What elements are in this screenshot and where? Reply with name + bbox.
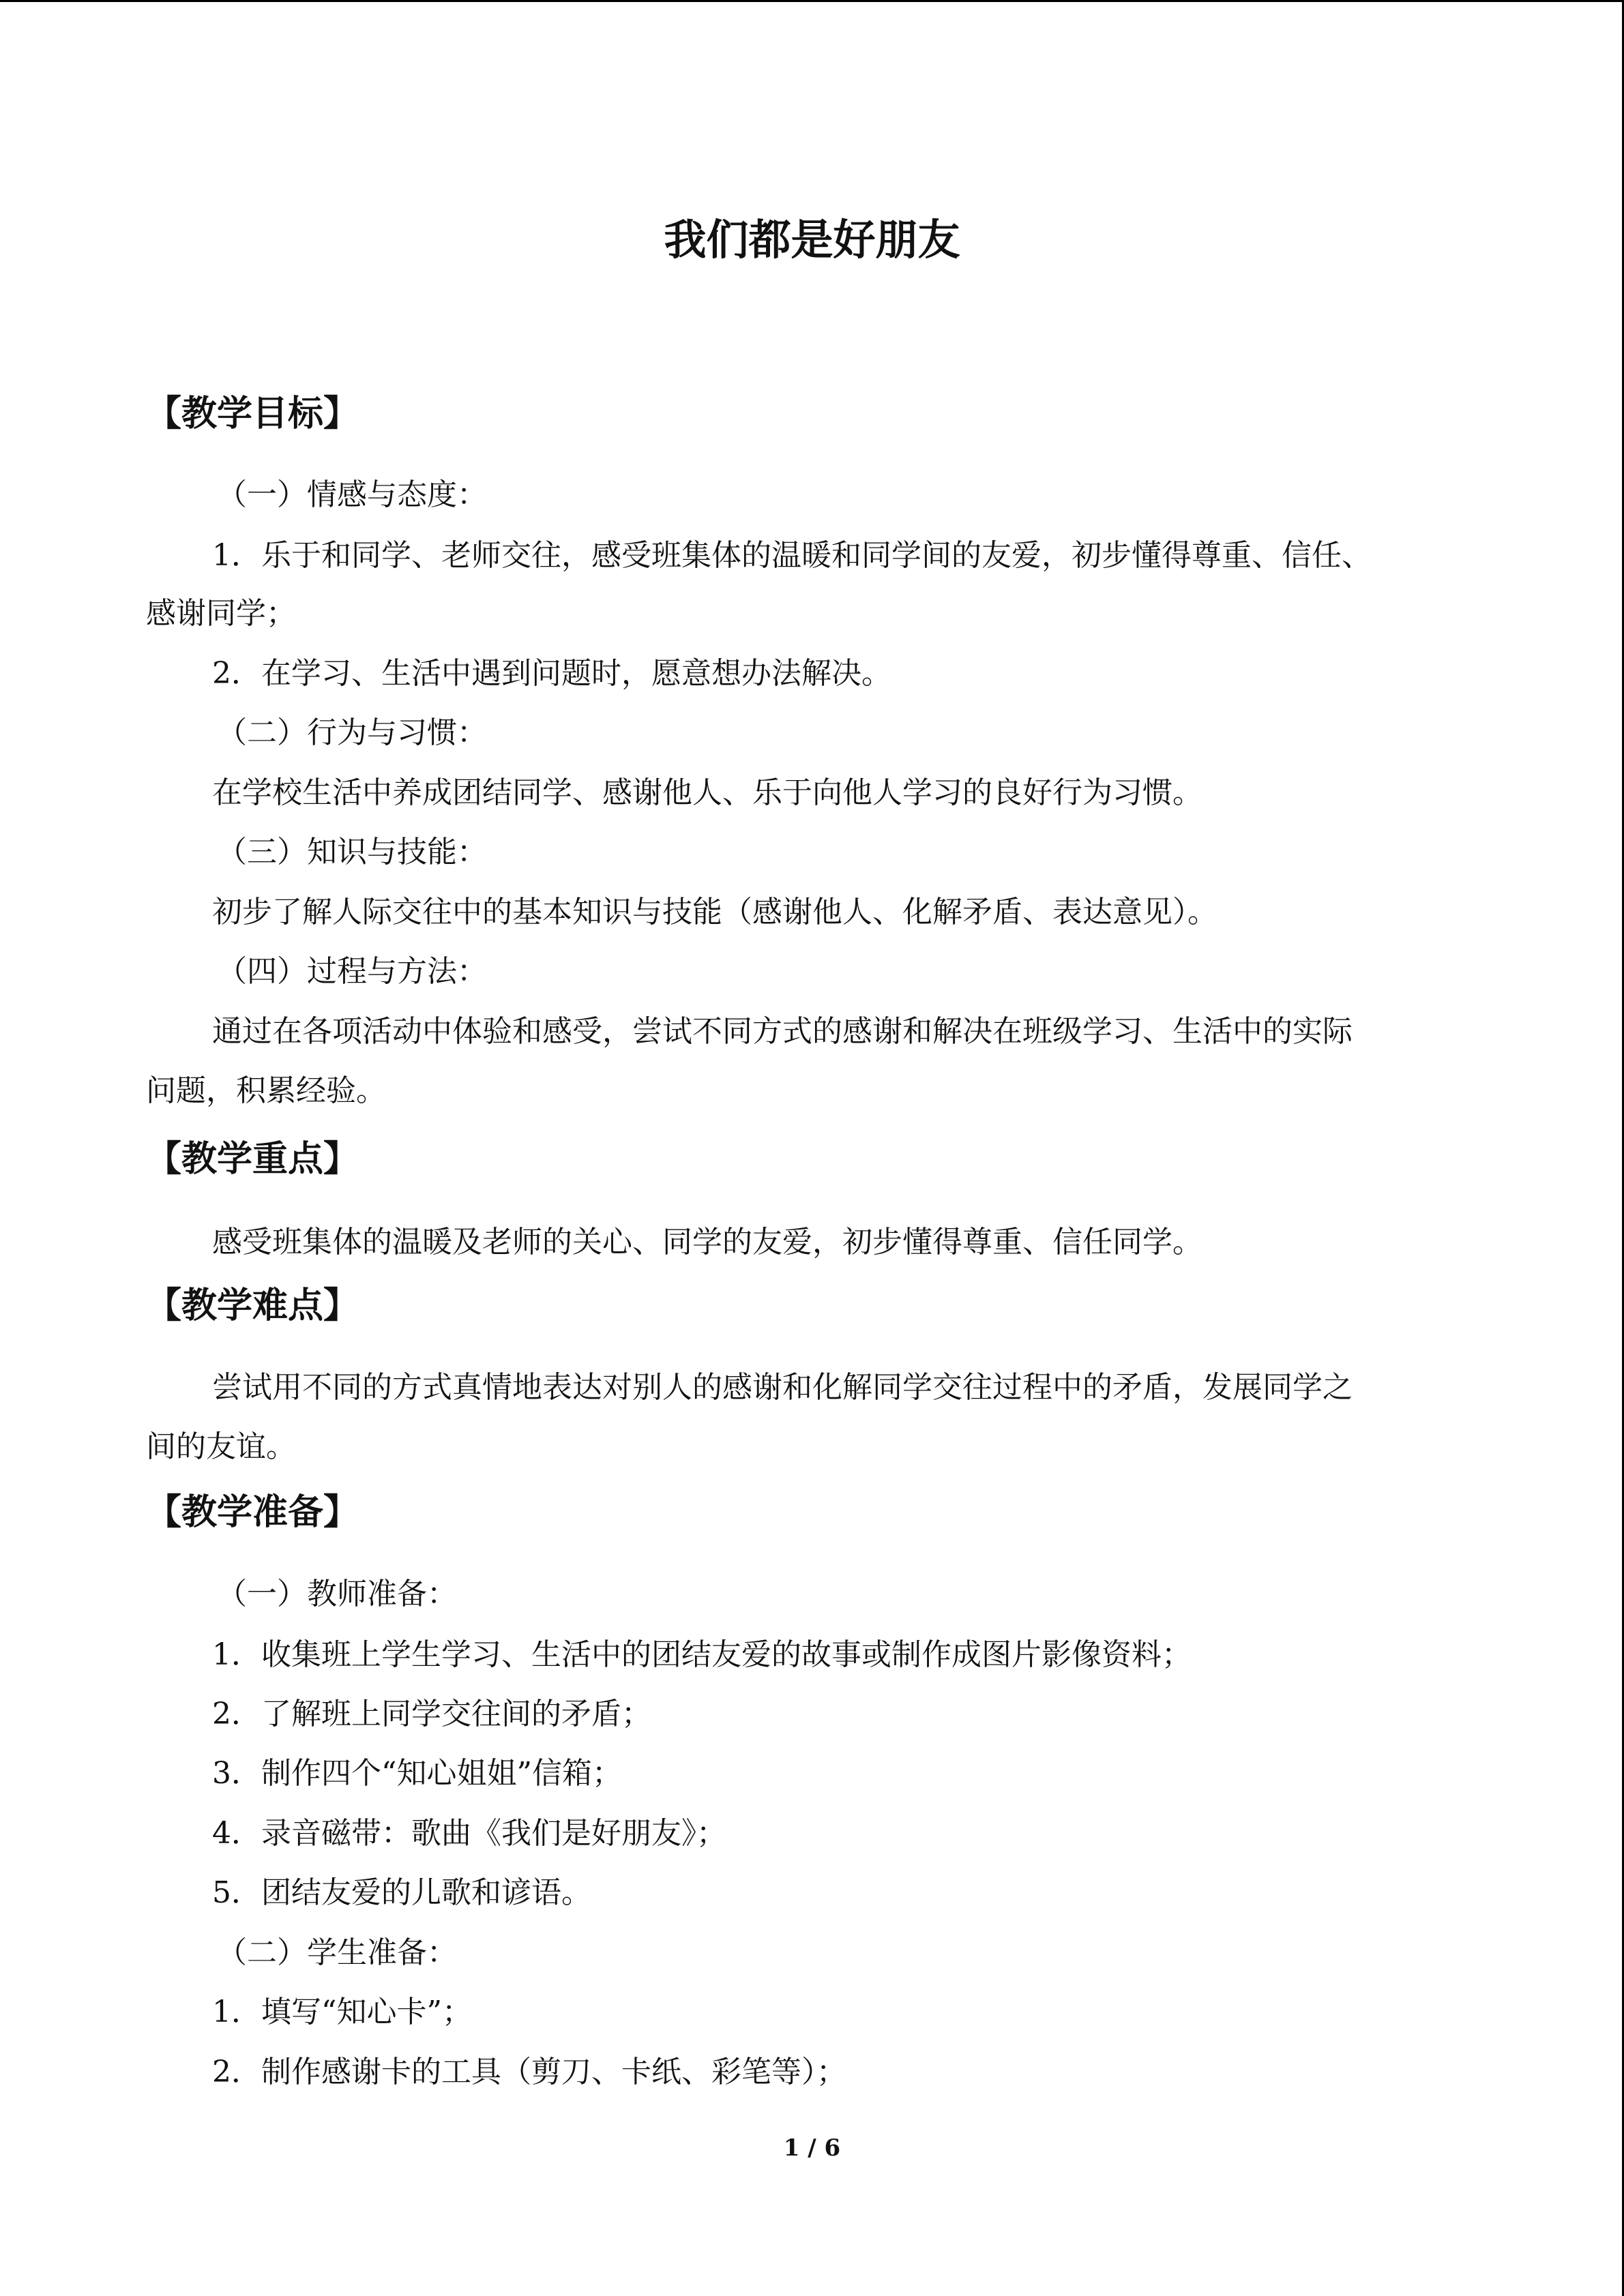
preparation-line: 2．制作感谢卡的工具（剪刀、卡纸、彩笔等）； <box>212 2055 846 2089</box>
key-points-line: 感受班集体的温暖及老师的关心、同学的友爱，初步懂得尊重、信任同学。 <box>212 1225 1202 1259</box>
goals-line: （二）行为与习惯： <box>217 715 487 750</box>
goals-line: 初步了解人际交往中的基本知识与技能（感谢他人、化解矛盾、表达意见）。 <box>212 895 1217 929</box>
goals-line: （四）过程与方法： <box>217 954 487 989</box>
page-border-top <box>0 0 1624 2</box>
preparation-line: 2．了解班上同学交往间的矛盾； <box>212 1697 651 1731</box>
document-title: 我们都是好朋友 <box>664 215 960 265</box>
preparation-line: 1．填写“知心卡”； <box>212 1995 472 2029</box>
heading-preparation: 【教学准备】 <box>146 1492 359 1533</box>
page-number: 1 / 6 <box>783 2134 841 2162</box>
heading-difficulties: 【教学难点】 <box>146 1285 359 1326</box>
preparation-line: （二）学生准备： <box>217 1935 457 1970</box>
goals-line: 1．乐于和同学、老师交往，感受班集体的温暖和同学间的友爱，初步懂得尊重、信任、 <box>212 538 1372 573</box>
preparation-line: 3．制作四个“知心姐姐”信箱； <box>212 1756 622 1791</box>
preparation-line: 1．收集班上学生学习、生活中的团结友爱的故事或制作成图片影像资料； <box>212 1637 1192 1672</box>
heading-teaching-goals: 【教学目标】 <box>146 393 359 434</box>
preparation-line: （一）教师准备： <box>217 1577 457 1611</box>
difficulties-line: 间的友谊。 <box>146 1429 296 1464</box>
preparation-line: 4．录音磁带：歌曲《我们是好朋友》； <box>212 1816 726 1851</box>
preparation-line: 5．团结友爱的儿歌和谚语。 <box>212 1875 591 1910</box>
heading-key-points: 【教学重点】 <box>146 1139 359 1180</box>
goals-line: 通过在各项活动中体验和感受，尝试不同方式的感谢和解决在班级学习、生活中的实际 <box>212 1014 1353 1049</box>
goals-line: 2．在学习、生活中遇到问题时，愿意想办法解决。 <box>212 656 891 691</box>
goals-line: （三）知识与技能： <box>217 835 487 869</box>
goals-line: 感谢同学； <box>146 596 296 631</box>
difficulties-line: 尝试用不同的方式真情地表达对别人的感谢和化解同学交往过程中的矛盾，发展同学之 <box>212 1370 1353 1405</box>
goals-line: （一）情感与态度： <box>217 477 487 512</box>
goals-line: 在学校生活中养成团结同学、感谢他人、乐于向他人学习的良好行为习惯。 <box>212 775 1202 810</box>
goals-line: 问题，积累经验。 <box>146 1073 386 1108</box>
